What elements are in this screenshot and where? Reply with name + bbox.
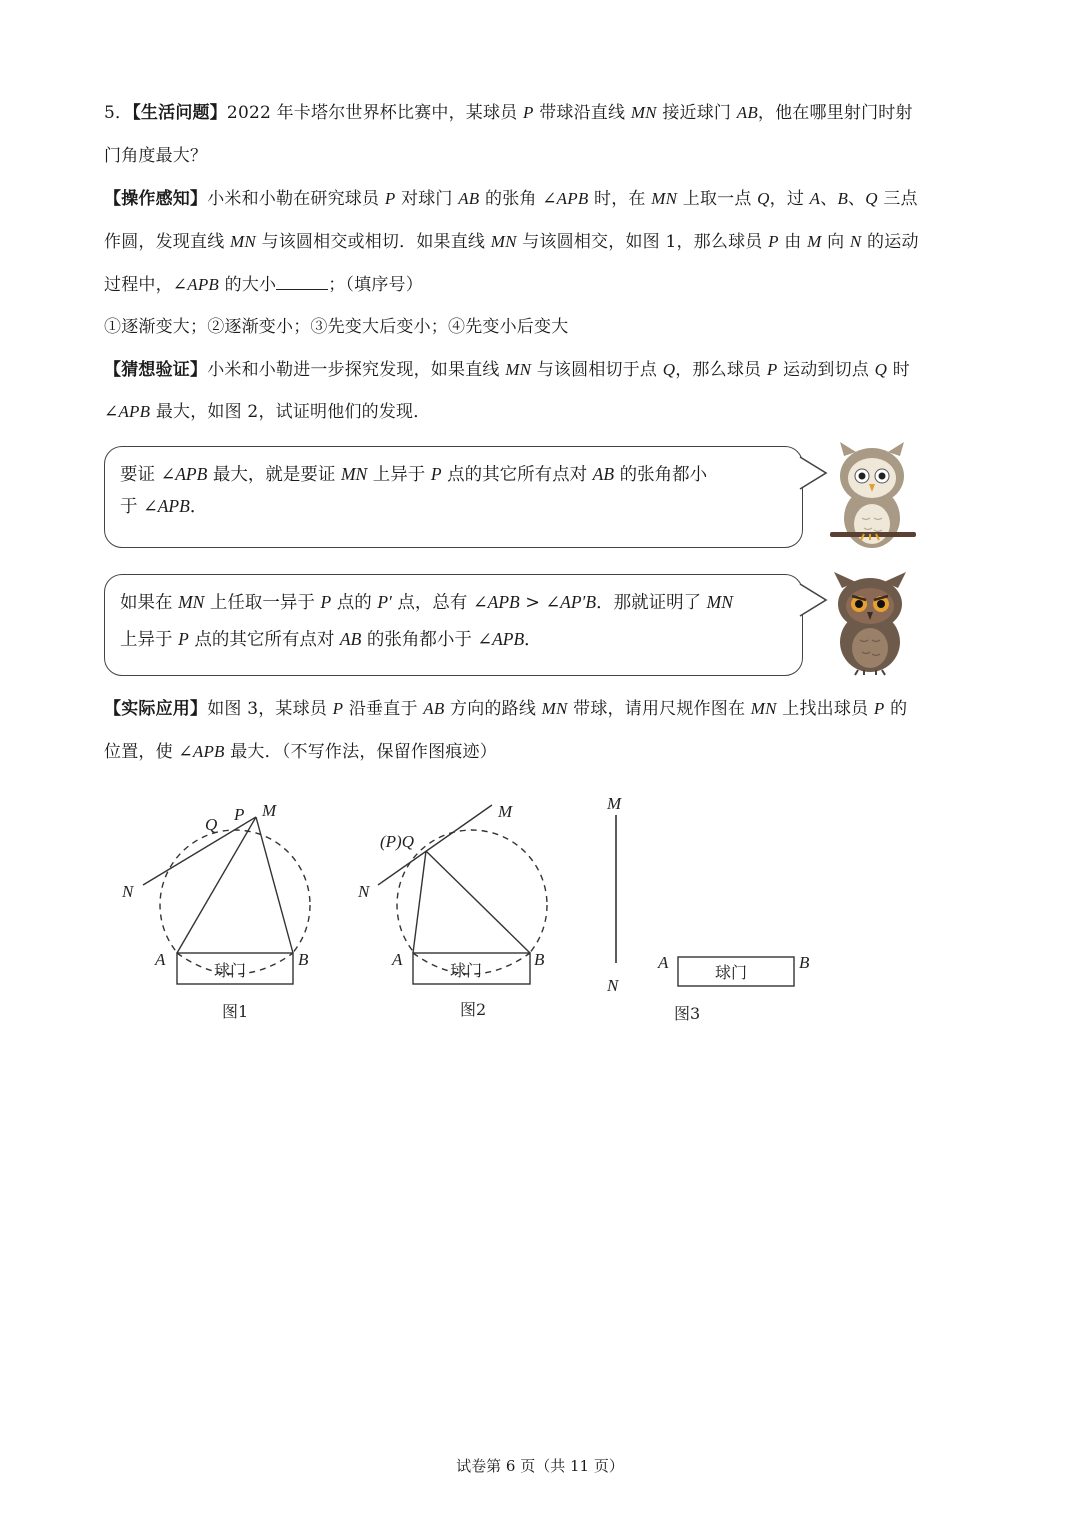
text: 与该圆相切于点 bbox=[531, 360, 663, 380]
application-line-1 bbox=[104, 694, 907, 719]
problem-line-2: 门角度最大？ bbox=[104, 146, 208, 166]
var: N bbox=[849, 232, 862, 251]
var: P bbox=[766, 360, 778, 379]
var: MN bbox=[706, 592, 733, 612]
problem-number: 5． bbox=[104, 103, 133, 123]
var: MN bbox=[230, 232, 256, 251]
bubble1-line-1 bbox=[120, 461, 707, 486]
var: MN bbox=[178, 592, 205, 612]
var: AP′B bbox=[560, 592, 597, 612]
var: P′ bbox=[377, 592, 392, 612]
var: M bbox=[807, 232, 822, 251]
text: 时，在 bbox=[588, 189, 652, 209]
fig1-label-b: B bbox=[298, 950, 309, 969]
var: APB bbox=[192, 742, 225, 761]
options-line: ①逐渐变大；②逐渐变小；③先变大后变小；④先变小后变大 bbox=[104, 317, 569, 337]
var: P bbox=[320, 592, 332, 612]
fig3-caption: 图3 bbox=[674, 1004, 701, 1023]
text: 上找出球员 bbox=[776, 699, 874, 719]
application-line-2 bbox=[104, 737, 497, 762]
text: 作圆，发现直线 bbox=[104, 232, 231, 252]
fig2-label-b: B bbox=[534, 950, 545, 969]
text: 最大．（不写作法，保留作图痕迹） bbox=[224, 742, 497, 762]
text: ，那么球员 bbox=[675, 360, 767, 380]
bubble2-line-1 bbox=[120, 589, 733, 614]
guess-line-1 bbox=[104, 355, 910, 380]
var: APB bbox=[556, 189, 589, 208]
text: 点的 bbox=[331, 593, 378, 613]
text: 于 ∠ bbox=[120, 497, 158, 517]
section-tag-life: 【生活问题】 bbox=[132, 103, 227, 123]
text: 如果在 bbox=[120, 593, 179, 613]
text: 、 bbox=[820, 189, 838, 209]
text: > ∠ bbox=[519, 593, 561, 613]
text: 小米和小勒在研究球员 bbox=[207, 189, 385, 209]
text: 时 bbox=[887, 360, 910, 380]
figure-2 bbox=[357, 802, 547, 1019]
text: 向 bbox=[821, 232, 850, 252]
fig1-label-q: Q bbox=[205, 815, 218, 834]
var: P bbox=[178, 629, 189, 649]
owl-light-icon bbox=[826, 438, 918, 554]
var: B bbox=[837, 189, 849, 208]
var: P bbox=[384, 189, 396, 208]
fig1-label-p: P bbox=[234, 805, 245, 824]
guess-line-2 bbox=[104, 397, 430, 422]
text: 三点 bbox=[877, 189, 918, 209]
answer-blank[interactable] bbox=[276, 275, 328, 290]
var: AB bbox=[458, 189, 480, 208]
text: ． bbox=[524, 630, 542, 650]
var: AB bbox=[423, 699, 445, 718]
text: ，他在哪里射门时射 bbox=[757, 103, 913, 123]
text: 对球门 bbox=[395, 189, 459, 209]
text: 上异于 bbox=[367, 465, 431, 485]
text: 要证 ∠ bbox=[120, 465, 176, 485]
var: APB bbox=[118, 402, 151, 421]
var: Q bbox=[874, 360, 888, 379]
operation-line-1 bbox=[104, 184, 918, 209]
fig2-label-pq: (P)Q bbox=[380, 832, 414, 851]
var: MN bbox=[340, 464, 368, 484]
operation-line-3 bbox=[104, 270, 423, 295]
fig3-label-n: N bbox=[607, 976, 619, 995]
var: MN bbox=[630, 103, 657, 122]
var: Q bbox=[662, 360, 676, 379]
text: 小米和小勒进一步探究发现，如果直线 bbox=[207, 360, 506, 380]
fig3-goal-label: 球门 bbox=[715, 963, 748, 982]
figure-3 bbox=[606, 794, 810, 1023]
text: 由 bbox=[778, 232, 808, 252]
var: P bbox=[523, 103, 534, 122]
text: 与该圆相交或相切．如果直线 bbox=[255, 232, 491, 252]
text: 带球，请用尺规作图在 bbox=[567, 699, 751, 719]
text: ，过 bbox=[769, 189, 810, 209]
var: APB bbox=[175, 464, 208, 484]
text: 运动到切点 bbox=[777, 360, 875, 380]
text: 点，总有 ∠ bbox=[391, 593, 488, 613]
figures bbox=[110, 785, 830, 1035]
text: 位置，使 ∠ bbox=[104, 742, 193, 762]
text: 的运动 bbox=[861, 232, 919, 252]
text: 沿垂直于 bbox=[343, 699, 424, 719]
fig1-caption: 图1 bbox=[222, 1002, 249, 1021]
fig2-label-m: M bbox=[498, 802, 513, 821]
fig2-caption: 图2 bbox=[460, 1000, 487, 1019]
fig3-label-b: B bbox=[799, 953, 810, 972]
var: Q bbox=[757, 189, 770, 208]
text: 、 bbox=[848, 189, 866, 209]
var: APB bbox=[187, 275, 220, 294]
var: AB bbox=[736, 103, 758, 122]
fig1-label-n: N bbox=[122, 882, 134, 901]
var: P bbox=[332, 699, 344, 718]
text: 方向的路线 bbox=[444, 699, 542, 719]
fig2-label-n: N bbox=[358, 882, 370, 901]
fig2-label-a: A bbox=[392, 950, 403, 969]
var: A bbox=[809, 189, 821, 208]
var: MN bbox=[490, 232, 517, 251]
text: 的大小 bbox=[219, 275, 277, 295]
var: APB bbox=[492, 629, 525, 649]
text: 接近球门 bbox=[656, 103, 737, 123]
bubble2-line-2 bbox=[120, 626, 542, 651]
text: 过程中，∠ bbox=[104, 275, 188, 295]
text: 上任取一异于 bbox=[204, 593, 321, 613]
var: APB bbox=[487, 592, 520, 612]
section-tag-application: 【实际应用】 bbox=[104, 699, 208, 719]
text: 如图 3，某球员 bbox=[207, 699, 333, 719]
text: 与该圆相交，如图 1，那么球员 bbox=[516, 232, 769, 252]
fig1-label-a: A bbox=[155, 950, 166, 969]
page-footer: 试卷第 6 页（共 11 页） bbox=[456, 1457, 624, 1475]
text: 2022 年卡塔尔世界杯比赛中，某球员 bbox=[226, 103, 523, 123]
var: P bbox=[768, 232, 779, 251]
var: P bbox=[430, 464, 442, 484]
bubble1-line-2 bbox=[120, 493, 207, 518]
text: 最大，就是要证 bbox=[207, 465, 341, 485]
bubble-pointer-2 bbox=[799, 582, 829, 622]
var: AB bbox=[592, 464, 615, 484]
text: 的 bbox=[884, 699, 908, 719]
var: AB bbox=[339, 629, 362, 649]
text: 点的其它所有点对 bbox=[441, 465, 593, 485]
problem-title-line bbox=[104, 98, 913, 123]
fig1-label-m: M bbox=[262, 801, 277, 820]
text: 带球沿直线 bbox=[533, 103, 631, 123]
var: Q bbox=[865, 189, 878, 208]
fig3-label-m: M bbox=[607, 794, 622, 813]
text: ． bbox=[189, 497, 208, 517]
var: MN bbox=[651, 189, 678, 208]
text: 上异于 bbox=[120, 630, 179, 650]
text: ∠ bbox=[104, 402, 119, 422]
text: 点的其它所有点对 bbox=[188, 630, 340, 650]
text: ；（填序号） bbox=[328, 275, 423, 295]
text: 上取一点 bbox=[677, 189, 758, 209]
owl-dark-icon bbox=[828, 568, 912, 676]
text: 的张角都小 bbox=[614, 465, 708, 485]
var: MN bbox=[541, 699, 568, 718]
var: APB bbox=[157, 496, 190, 516]
var: P bbox=[873, 699, 885, 718]
text: 最大，如图 2，试证明他们的发现． bbox=[150, 402, 431, 422]
fig1-goal-label: 球门 bbox=[214, 961, 247, 980]
text: 的张角 ∠ bbox=[479, 189, 557, 209]
var: MN bbox=[505, 360, 532, 379]
text: 的张角都小于 ∠ bbox=[361, 630, 493, 650]
section-tag-operation: 【操作感知】 bbox=[104, 189, 208, 209]
text: ．那就证明了 bbox=[596, 593, 707, 613]
operation-line-2 bbox=[104, 227, 919, 252]
fig2-goal-label: 球门 bbox=[450, 961, 483, 980]
bubble-pointer-1 bbox=[799, 455, 829, 495]
fig3-label-a: A bbox=[658, 953, 669, 972]
section-tag-guess: 【猜想验证】 bbox=[104, 360, 208, 380]
var: MN bbox=[750, 699, 777, 718]
figure-1 bbox=[121, 801, 310, 1021]
